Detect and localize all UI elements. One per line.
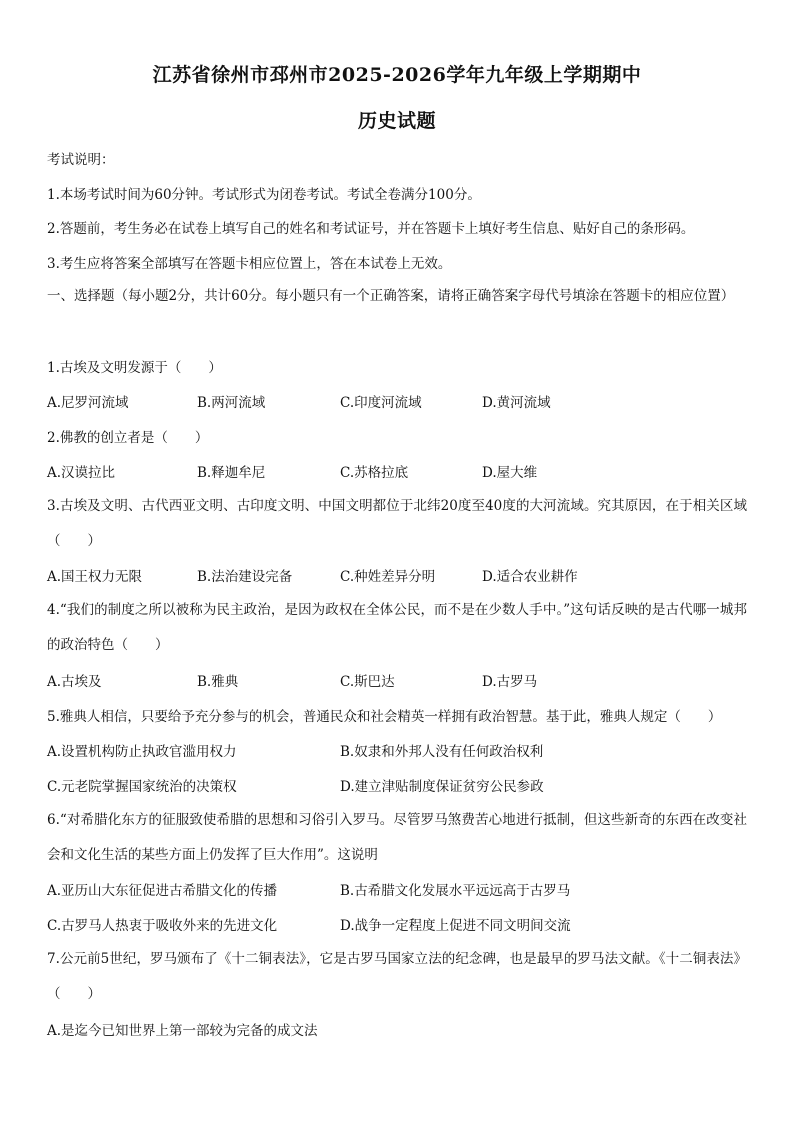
instruction-item: 3.考生应将答案全部填写在答题卡相应位置上，答在本试卷上无效。 — [47, 256, 452, 272]
option-a: A.是迄今已知世界上第一部较为完备的成文法 — [47, 1023, 318, 1039]
option-b: B.古希腊文化发展水平远远高于古罗马 — [340, 883, 571, 899]
option-d: D.黄河流域 — [482, 395, 551, 411]
option-d: D.建立津贴制度保证贫穷公民参政 — [340, 779, 544, 795]
option-c: C.古罗马人热衷于吸收外来的先进文化 — [47, 918, 278, 934]
question-options — [47, 742, 747, 762]
question-stem: 2.佛教的创立者是（ ） — [47, 430, 209, 446]
question-options — [47, 567, 747, 587]
option-b: B.奴隶和外邦人没有任何政治权利 — [340, 744, 544, 760]
option-a: A.亚历山大东征促进古希腊文化的传播 — [47, 883, 278, 899]
question-stem: 4.“我们的制度之所以被称为民主政治，是因为政权在全体公民，而不是在少数人手中。”这句话反映的是古代哪一城邦的政治特色（ ） — [47, 602, 747, 653]
question-options — [47, 1021, 747, 1041]
option-a: A.国王权力无限 — [47, 569, 143, 585]
question-options — [47, 463, 747, 483]
option-c: C.印度河流域 — [340, 395, 422, 411]
question-options — [47, 777, 747, 797]
option-c: C.苏格拉底 — [340, 465, 409, 481]
question-stem: 1.古埃及文明发源于（ ） — [47, 360, 222, 376]
instruction-item: 1.本场考试时间为60分钟。考试形式为闭卷考试。考试全卷满分100分。 — [47, 187, 481, 203]
question-stem: 5.雅典人相信，只要给予充分参与的机会，普通民众和社会精英一样拥有政治智慧。基于此，雅典人规定（ ） — [47, 709, 722, 725]
option-a: A.设置机构防止执政官滥用权力 — [47, 744, 237, 760]
section-heading: 一、选择题（每小题2分，共计60分。每小题只有一个正确答案，请将正确答案字母代号填涂在答题卡的相应位置） — [47, 288, 735, 304]
instruction-item: 2.答题前，考生务必在试卷上填写自己的姓名和考试证号，并在答题卡上填好考生信息、贴好自己的条形码。 — [47, 221, 695, 237]
option-d: D.屋大维 — [482, 465, 538, 481]
option-c: C.斯巴达 — [340, 674, 395, 690]
option-b: B.法治建设完备 — [197, 569, 293, 585]
instructions-heading: 考试说明： — [47, 152, 115, 168]
question-stem: 3.古埃及文明、古代西亚文明、古印度文明、中国文明都位于北纬20度至40度的大河流域。究其原因，在于相关区域（ ） — [47, 498, 747, 549]
exam-title: 江苏省徐州市邳州市2025-2026学年九年级上学期期中 — [152, 64, 642, 86]
question-options — [47, 393, 747, 413]
question-options — [47, 672, 747, 692]
exam-subtitle: 历史试题 — [357, 110, 436, 132]
option-c: C.元老院掌握国家统治的决策权 — [47, 779, 237, 795]
question-options — [47, 881, 747, 901]
option-b: B.两河流域 — [197, 395, 266, 411]
option-a: A.尼罗河流域 — [47, 395, 129, 411]
option-a: A.汉谟拉比 — [47, 465, 116, 481]
question-stem: 6.“对希腊化东方的征服致使希腊的思想和习俗引入罗马。尽管罗马煞费苦心地进行抵制，但这些新奇的东西在改变社会和文化生活的某些方面上仍发挥了巨大作用”。这说明 — [47, 812, 747, 863]
option-d: D.战争一定程度上促进不同文明间交流 — [340, 918, 571, 934]
question-stem: 7.公元前5世纪，罗马颁布了《十二铜表法》，它是古罗马国家立法的纪念碑，也是最早的罗马法文献。《十二铜表法》（ ） — [47, 951, 747, 1002]
option-b: B.雅典 — [197, 674, 239, 690]
option-d: D.古罗马 — [482, 674, 538, 690]
option-d: D.适合农业耕作 — [482, 569, 578, 585]
option-a: A.古埃及 — [47, 674, 102, 690]
option-b: B.释迦牟尼 — [197, 465, 266, 481]
option-c: C.种姓差异分明 — [340, 569, 436, 585]
question-options — [47, 916, 747, 936]
